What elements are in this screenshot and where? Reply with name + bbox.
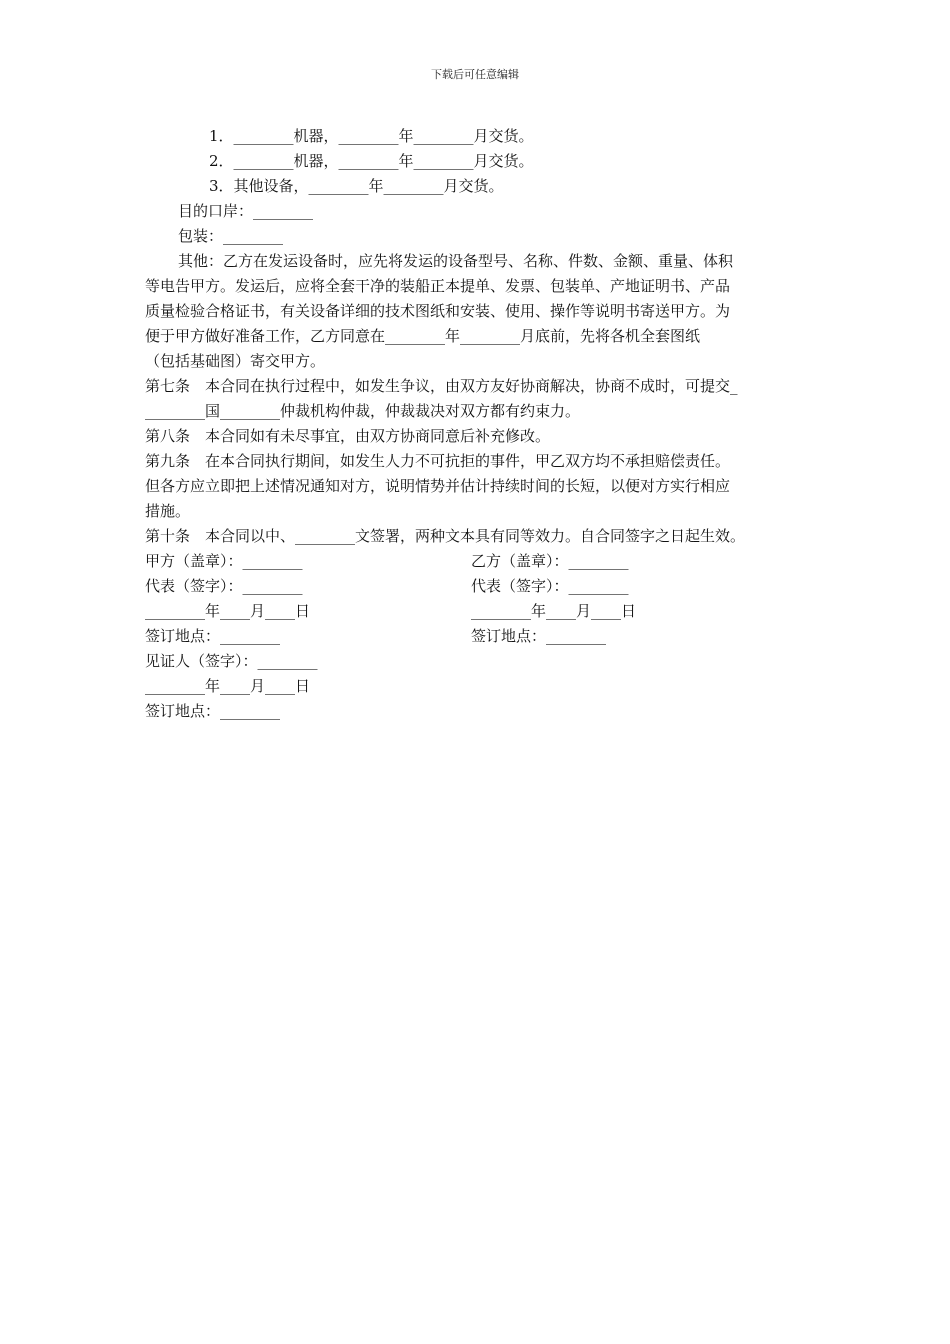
party-b-signing-place: 签订地点：________ [471, 627, 607, 645]
article-7-line: 第七条 本合同在执行过程中，如发生争议，由双方友好协商解决，协商不成时，可提交_ [145, 377, 738, 395]
page-header: 下载后可任意编辑 [431, 68, 519, 81]
article-9-line: 措施。 [145, 502, 191, 520]
delivery-item-2: 2．________机器，________年________月交货。 [209, 152, 534, 170]
paragraph-line: （包括基础图）寄交甲方。 [145, 352, 326, 370]
signature-row [145, 549, 825, 574]
article-8-line: 第八条 本合同如有未尽事宜，由双方协商同意后补充修改。 [145, 427, 551, 445]
contract-body [145, 124, 825, 724]
signature-row [145, 624, 825, 649]
witness-signature: 见证人（签字）：________ [145, 652, 318, 670]
party-b-representative: 代表（签字）：________ [471, 577, 629, 595]
destination-port-line: 目的口岸：________ [178, 202, 314, 220]
party-b-seal: 乙方（盖章）：________ [471, 552, 629, 570]
article-10-line: 第十条 本合同以中、________文签署，两种文本具有同等效力。自合同签字之日起生效。 [145, 527, 746, 545]
witness-date: ________年____月____日 [145, 677, 311, 695]
article-7-line: ________国________仲裁机构仲裁，仲裁裁决对双方都有约束力。 [145, 402, 581, 420]
party-b-date: ________年____月____日 [471, 602, 637, 620]
article-9-line: 但各方应立即把上述情况通知对方，说明情势并估计持续时间的长短，以便对方实行相应 [145, 477, 731, 495]
signature-row [145, 599, 825, 624]
party-a-representative: 代表（签字）：________ [145, 577, 303, 595]
witness-signing-place: 签订地点：________ [145, 702, 281, 720]
packaging-line: 包装：________ [178, 227, 284, 245]
delivery-item-3: 3．其他设备，________年________月交货。 [209, 177, 504, 195]
party-a-date: ________年____月____日 [145, 602, 311, 620]
article-9-line: 第九条 在本合同执行期间，如发生人力不可抗拒的事件，甲乙双方均不承担赔偿责任。 [145, 452, 731, 470]
paragraph-line: 质量检验合格证书，有关设备详细的技术图纸和安装、使用、操作等说明书寄送甲方。为 [145, 302, 731, 320]
party-a-seal: 甲方（盖章）：________ [145, 552, 303, 570]
delivery-item-1: 1．________机器，________年________月交货。 [209, 127, 534, 145]
other-terms-line: 其他：乙方在发运设备时，应先将发运的设备型号、名称、件数、金额、重量、体积 [178, 252, 734, 270]
paragraph-line: 等电告甲方。发运后，应将全套干净的装船正本提单、发票、包装单、产地证明书、产品 [145, 277, 731, 295]
signature-row [145, 574, 825, 599]
paragraph-line: 便于甲方做好准备工作，乙方同意在________年________月底前，先将各机全套图纸 [145, 327, 701, 345]
party-a-signing-place: 签订地点：________ [145, 627, 281, 645]
